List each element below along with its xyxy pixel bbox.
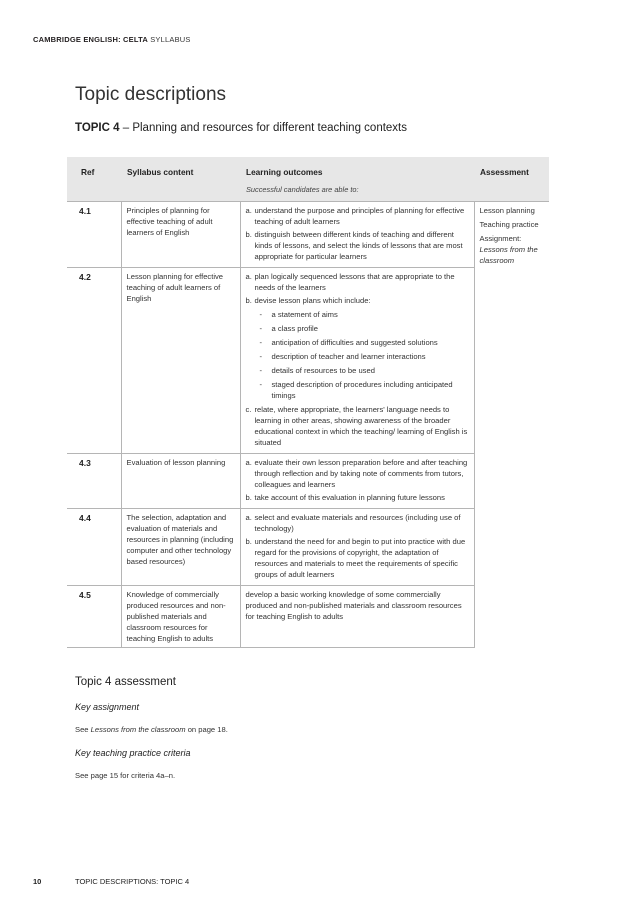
key-assignment-pre: See: [75, 725, 91, 734]
outcome-item: [246, 205, 469, 227]
assessment-teaching-practice: Teaching practice: [479, 220, 539, 229]
dash-text: anticipation of difficulties and suggested solutions: [271, 338, 438, 347]
col-header-assessment: Assessment: [474, 157, 549, 202]
outcome-marker: a.: [245, 206, 252, 215]
header-section: SYLLABUS: [150, 35, 191, 44]
outcome-marker: b.: [245, 296, 252, 305]
outcome-item: [246, 512, 469, 534]
dash-item: - description of teacher and learner interactions: [260, 351, 469, 362]
row-outcomes: [240, 509, 474, 586]
page-number: 10: [33, 877, 42, 886]
outcome-text: understand the need for and begin to put into practice with due regard for the provisions of copyright, the adaptation of resources and materials to meet the requirements of specific groups of adult learners: [254, 537, 466, 579]
key-criteria-text: See page 15 for criteria 4a–n.: [75, 771, 176, 780]
outcome-text: relate, where appropriate, the learners' language needs to learning in other areas, showing awareness of the broader educational context in which the teaching/ learning of English is situated: [254, 405, 468, 447]
key-criteria-heading: Key teaching practice criteria: [75, 748, 191, 758]
table-row: [67, 202, 549, 268]
dash-item: - a statement of aims: [260, 309, 469, 320]
outcome-text: plan logically sequenced lessons that are appropriate to the needs of the learners: [254, 272, 455, 292]
row-outcomes: [240, 268, 474, 454]
dash-text: description of teacher and learner interactions: [271, 352, 426, 361]
dash-item: - a class profile: [260, 323, 469, 334]
dash-text: a class profile: [271, 324, 318, 333]
row-content: The selection, adaptation and evaluation of materials and resources in planning (including computer and other technology based resources): [121, 509, 240, 586]
row-outcomes: [240, 202, 474, 268]
topic-assessment-title: Topic 4 assessment: [75, 676, 176, 688]
outcome-item: [246, 229, 469, 262]
dash-item: - anticipation of difficulties and suggested solutions: [260, 337, 469, 348]
outcome-marker: c.: [245, 405, 252, 414]
topic-number: TOPIC 4: [75, 122, 120, 134]
outcome-text: devise lesson plans which include:: [254, 296, 371, 305]
row-outcomes: [240, 454, 474, 509]
key-assignment-heading: Key assignment: [75, 702, 140, 712]
row-ref: 4.2: [67, 268, 121, 454]
outcome-marker: a.: [245, 272, 252, 281]
outcome-text: understand the purpose and principles of planning for effective teaching of adult learners: [254, 206, 465, 226]
dash-item: - details of resources to be used: [260, 365, 469, 376]
row-ref: 4.5: [67, 586, 121, 648]
row-content: Principles of planning for effective teaching of adult learners of English: [121, 202, 240, 268]
header-series: CAMBRIDGE ENGLISH: CELTA: [33, 35, 148, 44]
dash-text: staged description of procedures including anticipated timings: [271, 380, 453, 400]
assessment-cell: [474, 202, 549, 648]
outcome-item: [246, 404, 469, 448]
assessment-assignment-label: Assignment:: [479, 234, 522, 243]
table-header-row: [67, 157, 549, 202]
outcome-item: [246, 457, 469, 490]
outcome-marker: b.: [245, 537, 252, 546]
row-content: Lesson planning for effective teaching of adult learners of English: [121, 268, 240, 454]
key-assignment-post: on page 18.: [185, 725, 228, 734]
running-header: [33, 35, 191, 44]
outcome-item: [246, 536, 469, 580]
outcome-text: take account of this evaluation in planning future lessons: [254, 493, 445, 502]
outcomes-sublabel: Successful candidates are able to:: [246, 185, 359, 194]
row-content: Evaluation of lesson planning: [121, 454, 240, 509]
dash-item: - staged description of procedures including anticipated timings: [260, 379, 469, 401]
topic-heading: [75, 122, 407, 134]
outcome-marker: b.: [245, 230, 252, 239]
row-outcomes: develop a basic working knowledge of some commercially produced and non-published materials and classroom resources for teaching English to adults: [240, 586, 474, 648]
outcome-item: [246, 492, 469, 503]
dash-text: details of resources to be used: [271, 366, 375, 375]
footer-label: TOPIC DESCRIPTIONS: TOPIC 4: [75, 877, 190, 886]
row-content: Knowledge of commercially produced resources and non-published materials and classroom resources for teaching English to adults: [121, 586, 240, 648]
row-ref: 4.1: [67, 202, 121, 268]
row-ref: 4.4: [67, 509, 121, 586]
row-ref: 4.3: [67, 454, 121, 509]
outcome-marker: b.: [245, 493, 252, 502]
outcomes-label: Learning outcomes: [246, 167, 323, 177]
key-assignment-ref: Lessons from the classroom: [90, 725, 186, 734]
dash-text: a statement of aims: [271, 310, 338, 319]
outcome-text: select and evaluate materials and resources (including use of technology): [254, 513, 461, 533]
topic-name: – Planning and resources for different teaching contexts: [119, 122, 407, 134]
page-title: Topic descriptions: [75, 84, 227, 105]
assessment-assignment-title: Lessons from the classroom: [479, 245, 538, 265]
outcome-marker: a.: [245, 513, 252, 522]
col-header-content: Syllabus content: [121, 157, 240, 202]
outcome-marker: a.: [245, 458, 252, 467]
outcome-item: [246, 295, 469, 306]
assessment-lesson-planning: Lesson planning: [479, 206, 535, 215]
outcome-text: distinguish between different kinds of teaching and different kinds of lessons, and select the kinds of lessons that are most appropriate for particular learners: [254, 230, 463, 261]
outcome-item: [246, 271, 469, 293]
key-assignment-text: [75, 725, 228, 734]
syllabus-table: [67, 157, 549, 648]
outcome-text: evaluate their own lesson preparation before and after teaching through reflection and by taking note of comments from tutors, colleagues and learners: [254, 458, 468, 489]
col-header-ref: Ref: [67, 157, 121, 202]
col-header-outcomes: [240, 157, 474, 202]
